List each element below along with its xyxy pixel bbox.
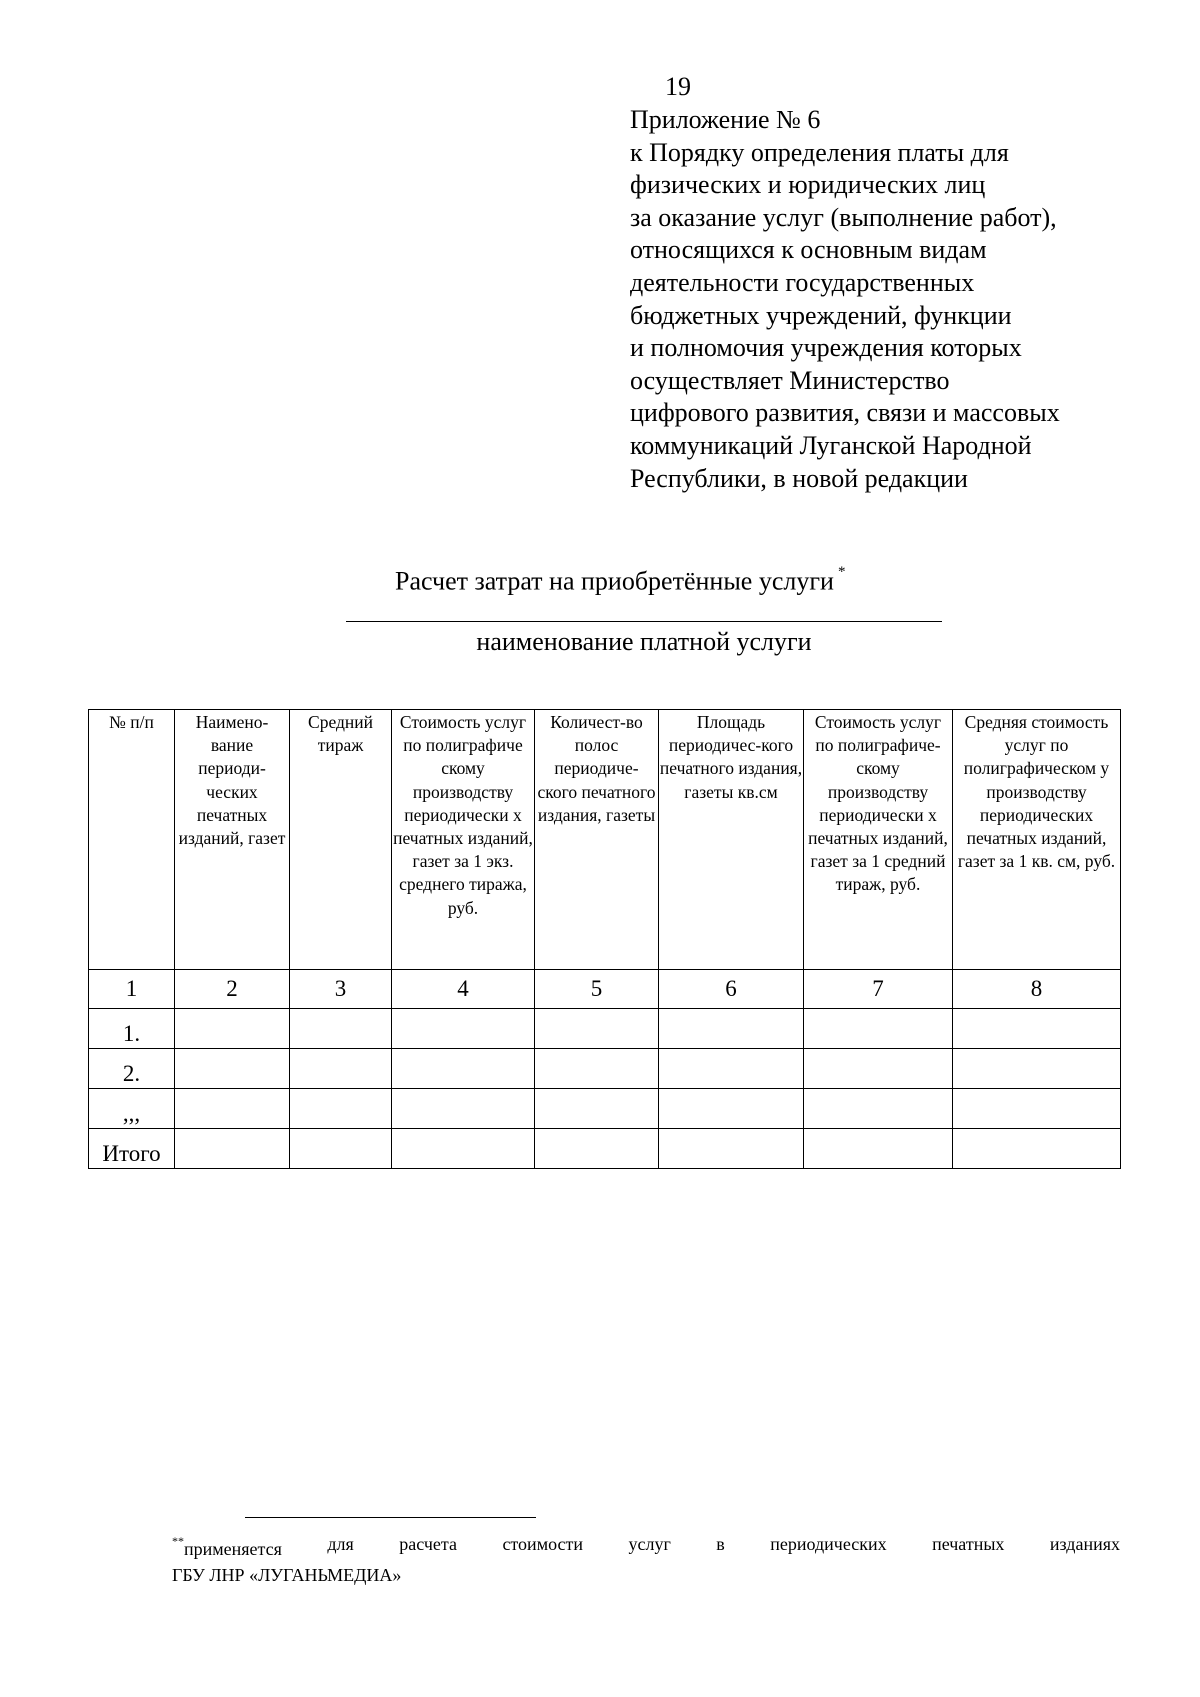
header-cell-cost-per-sq-cm: Средняя стоимость услуг по полиграфическом у производству периодических печатных изданий, газет за 1 кв. см, руб.	[953, 710, 1121, 970]
document-title-text: Расчет затрат на приобретённые услуги	[395, 566, 834, 596]
title-footnote-mark: *	[837, 564, 846, 580]
table-row	[89, 1049, 1121, 1089]
empty-cell	[953, 1129, 1121, 1169]
header-cell-publication-name: Наимено-вание периоди-ческих печатных изданий, газет	[175, 710, 290, 970]
empty-cell	[659, 1129, 804, 1169]
empty-cell	[804, 1129, 953, 1169]
empty-cell	[392, 1089, 535, 1129]
appendix-line: физических и юридических лиц	[630, 170, 986, 200]
service-name-blank-line	[346, 621, 942, 622]
header-cell-number: № п/п	[89, 710, 175, 970]
empty-cell	[290, 1009, 392, 1049]
header-cell-area: Площадь периодичес-кого печатного издания, газеты кв.см	[659, 710, 804, 970]
cost-calculation-table	[88, 709, 1121, 1169]
empty-cell	[953, 1089, 1121, 1129]
empty-cell	[535, 1049, 659, 1089]
document-title	[395, 561, 845, 597]
empty-cell	[175, 1009, 290, 1049]
footnote-word: печатных	[932, 1534, 1005, 1554]
appendix-reference	[630, 104, 1150, 495]
page-number: 19	[665, 72, 691, 101]
footnote-word: для	[327, 1534, 354, 1554]
appendix-line: бюджетных учреждений, функции	[630, 300, 1012, 330]
column-number: 3	[290, 970, 392, 1009]
empty-cell	[535, 1129, 659, 1169]
table-total-row	[89, 1129, 1121, 1169]
header-cell-page-count: Количест-во полос периодиче-ского печатного издания, газеты	[535, 710, 659, 970]
appendix-line: деятельности государственных	[630, 267, 975, 297]
row-label: 1.	[89, 1009, 175, 1049]
empty-cell	[804, 1089, 953, 1129]
empty-cell	[535, 1089, 659, 1129]
footnote-word: изданиях	[1049, 1534, 1120, 1554]
column-number: 6	[659, 970, 804, 1009]
appendix-line: цифрового развития, связи и массовых	[630, 398, 1060, 428]
table-header-row	[89, 710, 1121, 970]
empty-cell	[392, 1009, 535, 1049]
empty-cell	[535, 1009, 659, 1049]
footnote-word: стоимости	[502, 1534, 584, 1554]
empty-cell	[290, 1089, 392, 1129]
appendix-line: относящихся к основным видам	[630, 235, 987, 265]
footnote-word: **применяется	[172, 1534, 282, 1559]
empty-cell	[804, 1009, 953, 1049]
footnote-word: услуг	[628, 1534, 671, 1554]
empty-cell	[659, 1089, 804, 1129]
empty-cell	[392, 1129, 535, 1169]
column-number: 1	[89, 970, 175, 1009]
empty-cell	[290, 1129, 392, 1169]
column-number: 2	[175, 970, 290, 1009]
empty-cell	[804, 1049, 953, 1089]
empty-cell	[659, 1049, 804, 1089]
column-number: 4	[392, 970, 535, 1009]
row-label: ,,,	[89, 1089, 175, 1129]
empty-cell	[175, 1089, 290, 1129]
footnote-second-line: ГБУ ЛНР «ЛУГАНЬМЕДИА»	[172, 1565, 402, 1585]
appendix-line: осуществляет Министерство	[630, 365, 950, 395]
header-cell-cost-per-circulation: Стоимость услуг по полиграфиче-скому производству периодически х печатных изданий, газет за 1 средний тираж, руб.	[804, 710, 953, 970]
appendix-line: к Порядку определения платы для	[630, 137, 1009, 167]
column-number-row	[89, 970, 1121, 1009]
appendix-line: коммуникаций Луганской Народной	[630, 430, 1032, 460]
footnote-word: периодических	[770, 1534, 887, 1554]
empty-cell	[175, 1049, 290, 1089]
footnote-word: в	[716, 1534, 725, 1554]
appendix-line: Приложение № 6	[630, 105, 821, 134]
table-row	[89, 1089, 1121, 1129]
table-row	[89, 1009, 1121, 1049]
column-number: 7	[804, 970, 953, 1009]
row-label: 2.	[89, 1049, 175, 1089]
footnote	[172, 1531, 1120, 1588]
empty-cell	[392, 1049, 535, 1089]
appendix-line: и полномочия учреждения которых	[630, 333, 1022, 363]
footnote-separator	[245, 1517, 536, 1518]
column-number: 8	[953, 970, 1121, 1009]
header-cell-average-circulation: Средний тираж	[290, 710, 392, 970]
column-number: 5	[535, 970, 659, 1009]
footnote-word: расчета	[399, 1534, 457, 1554]
empty-cell	[953, 1049, 1121, 1089]
footnote-first-line	[172, 1531, 1120, 1562]
empty-cell	[659, 1009, 804, 1049]
appendix-line: Республики, в новой редакции	[630, 463, 968, 493]
empty-cell	[953, 1009, 1121, 1049]
empty-cell	[290, 1049, 392, 1089]
row-label-total: Итого	[89, 1129, 175, 1169]
service-name-caption: наименование платной услуги	[476, 627, 812, 656]
header-cell-cost-per-copy: Стоимость услуг по полиграфиче скому производству периодически х печатных изданий, газет за 1 экз. среднего тиража, руб.	[392, 710, 535, 970]
appendix-line: за оказание услуг (выполнение работ),	[630, 202, 1057, 232]
empty-cell	[175, 1129, 290, 1169]
footnote-mark: **	[172, 1534, 184, 1548]
